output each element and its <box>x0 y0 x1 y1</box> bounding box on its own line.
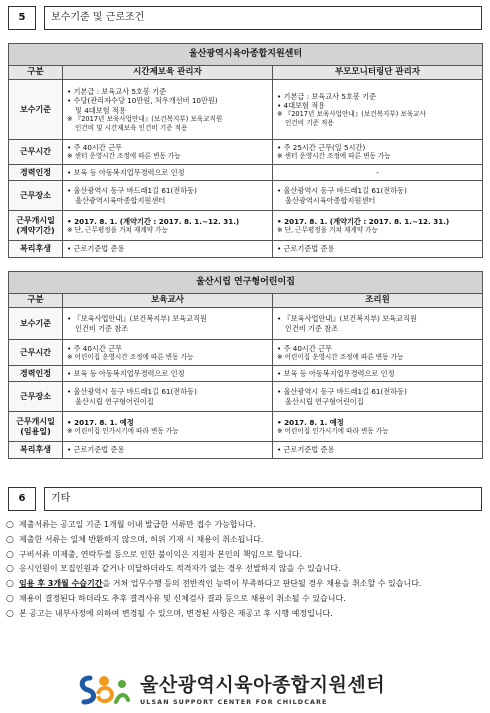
table-title: 울산광역시육아종합지원센터 <box>9 44 483 66</box>
cell-line: • 수당(관리자수당 10만원, 처우개선비 10만원) <box>67 96 218 106</box>
row-label-line: (계약기간) <box>16 225 55 235</box>
cell-line: • 『보육사업안내』(보건복지부) 보육교직원 <box>277 314 417 324</box>
section-title: 보수기준 및 근로조건 <box>44 6 482 30</box>
notes-list <box>6 520 486 624</box>
row-label <box>9 412 63 442</box>
table-cell <box>273 340 483 366</box>
table-cell <box>273 382 483 412</box>
cell-line: • 근로기준법 준용 <box>67 445 125 455</box>
cell-line: ※ 어린이집 운영시간 조정에 따른 변동 가능 <box>277 352 404 361</box>
note-body: 제출서류는 공고일 기준 1개월 이내 발급한 서류만 접수 가능합니다. <box>19 520 256 529</box>
row-label <box>9 165 63 181</box>
table-cell <box>63 165 273 181</box>
row-label-line: 근무시간 <box>20 147 51 156</box>
cell-line: • 4대보험 적용 <box>277 100 326 110</box>
note-text <box>19 564 486 575</box>
table-cell <box>63 80 273 140</box>
note-item <box>6 550 486 561</box>
footer-logo <box>76 671 446 709</box>
table-cell <box>273 366 483 382</box>
table-cell <box>63 366 273 382</box>
table-cell <box>273 80 483 140</box>
cell-line: ※ 단, 근무평정을 거쳐 재계약 가능 <box>277 225 378 234</box>
cell-line: - <box>376 167 379 177</box>
table-cell <box>63 211 273 241</box>
org-name-korean: 울산광역시육아종합지원센터 <box>140 673 386 696</box>
table-cell <box>273 442 483 459</box>
cell-line: • 보육 등 아동복지업무경력으로 인정 <box>277 368 395 378</box>
column-header: 구분 <box>9 66 63 80</box>
row-label <box>9 211 63 241</box>
cell-line: 울산광역시육아종합지원센터 <box>285 195 376 205</box>
cell-line: 울산시립 연구형어린이집 <box>285 396 364 406</box>
table-row <box>9 412 483 442</box>
table-title: 울산시립 연구형어린이집 <box>9 272 483 294</box>
table-header-row <box>9 294 483 308</box>
row-label <box>9 241 63 258</box>
bullet-circle-icon: ○ <box>6 534 14 545</box>
table-title-row <box>9 44 483 66</box>
cell-line: • 보육 등 아동복지업무경력으로 인정 <box>67 368 185 378</box>
cell-line: • 주 40시간 근무 <box>67 343 122 353</box>
section-number: 6 <box>8 487 36 511</box>
table-row <box>9 382 483 412</box>
note-text <box>19 594 486 605</box>
note-item <box>6 594 486 605</box>
cell-line: • 근로기준법 준용 <box>277 445 335 455</box>
table-cell <box>273 412 483 442</box>
table-cell <box>273 308 483 340</box>
cell-line: • 2017. 8. 1. 예정 <box>67 417 134 427</box>
cell-line: 인건비 및 시간제보육 인건비 기준 적용 <box>75 123 188 132</box>
table-cell <box>63 340 273 366</box>
table-row <box>9 211 483 241</box>
table-row <box>9 241 483 258</box>
note-body: 제출한 서류는 일체 반환하지 않으며, 허위 기재 시 채용이 취소됩니다. <box>19 534 264 544</box>
cell-line: ※ 『2017년 보육사업안내』(보건복지부) 보육교사 <box>277 110 426 119</box>
table-cell <box>63 241 273 258</box>
note-emphasis: 임용 후 3개월 수습기간 <box>19 579 103 589</box>
cell-line: • 보육 등 아동복지업무경력으로 인정 <box>67 167 185 177</box>
column-header: 부모모니터링단 관리자 <box>273 66 483 80</box>
table-cell <box>273 165 483 181</box>
note-item <box>6 609 486 620</box>
cell-line: ※ 어린이집 운영시간 조정에 따른 변동 가능 <box>67 352 194 361</box>
row-label-line: 경력인정 <box>20 167 51 177</box>
row-label <box>9 366 63 382</box>
note-item <box>6 564 486 575</box>
row-label <box>9 382 63 412</box>
row-label-line: 경력인정 <box>20 368 51 378</box>
note-body: 본 공고는 내부사정에 의하여 변경될 수 있으며, 변경된 사항은 재공고 후 시행 예정입니다. <box>19 608 333 618</box>
row-label-line: (임용일) <box>20 426 51 436</box>
cell-line: 및 4대보험 적용 <box>75 105 126 115</box>
note-body: 구비서류 미제출, 연락두절 등으로 인한 불이익은 지원자 본인의 책임으로 합니다. <box>19 549 302 559</box>
cell-line: • 주 40시간 근무 <box>67 143 122 153</box>
row-label <box>9 340 63 366</box>
row-label-line: 보수기준 <box>20 318 51 328</box>
table-cell <box>273 211 483 241</box>
cell-line: • 기본급 : 보육교사 5호봉 기준 <box>67 86 167 96</box>
row-label-line: 근무장소 <box>20 391 51 401</box>
org-name-english: ULSAN SUPPORT CENTER FOR CHILDCARE <box>140 698 328 707</box>
bullet-circle-icon: ○ <box>6 520 14 530</box>
section-title: 기타 <box>44 487 482 511</box>
table-cell <box>63 442 273 459</box>
cell-line: • 2017. 8. 1. 예정 <box>277 417 344 427</box>
note-text <box>19 550 486 561</box>
table-cell <box>63 181 273 211</box>
cell-line: • 근로기준법 준용 <box>67 244 125 254</box>
cell-line: 인건비 기준 참조 <box>285 323 339 333</box>
bullet-circle-icon: ○ <box>6 579 14 590</box>
section-6-header <box>8 487 482 511</box>
cell-line: ※ 어린이집 인가시기에 따라 변동 가능 <box>277 426 389 435</box>
column-header: 조리원 <box>273 294 483 308</box>
row-label-line: 복리후생 <box>20 445 51 454</box>
cell-line: • 울산광역시 동구 바드래1길 61(전하동) <box>277 387 407 397</box>
section-number: 5 <box>8 6 36 30</box>
cell-line: • 2017. 8. 1. (계약기간 : 2017. 8. 1.~12. 31.) <box>67 216 240 226</box>
table-cell <box>63 308 273 340</box>
cell-line: ※ 센터 운영시간 조정에 따른 변동 가능 <box>277 152 391 161</box>
table-row <box>9 442 483 459</box>
table-cell <box>273 241 483 258</box>
cell-line: • 울산광역시 동구 바드래1길 61(전하동) <box>67 387 197 397</box>
cell-line: 울산광역시육아종합지원센터 <box>75 195 166 205</box>
row-label <box>9 308 63 340</box>
cell-line: 울산시립 연구형어린이집 <box>75 396 154 406</box>
cell-line: • 주 40시간 근무 <box>277 343 332 353</box>
cell-line: • 울산광역시 동구 바드래1길 61(전하동) <box>277 186 407 196</box>
note-text <box>19 535 486 546</box>
table-row <box>9 366 483 382</box>
note-item <box>6 535 486 546</box>
row-label-line: 근무장소 <box>20 190 51 200</box>
row-label <box>9 442 63 459</box>
table-childcare-center <box>8 43 483 258</box>
note-body: 을 거쳐 업무수행 등의 전반적인 능력이 부족하다고 판단될 경우 채용을 취소할 수 있습니다. <box>102 579 422 589</box>
row-label-line: 복리후생 <box>20 244 51 253</box>
table-cell <box>273 140 483 165</box>
cell-line: ※ 단, 근무평정을 거쳐 재계약 가능 <box>67 225 168 234</box>
table-cell <box>63 412 273 442</box>
note-text <box>19 579 486 590</box>
row-label-line: 근무개시일 <box>16 416 55 426</box>
row-label <box>9 140 63 165</box>
cell-line: • 근로기준법 준용 <box>277 244 335 254</box>
table-header-row <box>9 66 483 80</box>
cell-line: • 기본급 : 보육교사 5호봉 기준 <box>277 91 377 101</box>
row-label-line: 근무개시일 <box>16 215 55 225</box>
table-cell <box>63 382 273 412</box>
table-row <box>9 308 483 340</box>
bullet-circle-icon: ○ <box>6 564 14 575</box>
note-item <box>6 579 486 590</box>
table-municipal-daycare <box>8 271 483 459</box>
bullet-circle-icon: ○ <box>6 608 14 619</box>
note-body: 채용이 결정된다 하더라도 추후 결격사유 및 신체검사 결과 등으로 채용이 취소될 수 있습니다. <box>19 593 346 603</box>
table-row <box>9 140 483 165</box>
row-label-line: 근무시간 <box>20 347 51 357</box>
cell-line: • 『보육사업안내』(보건복지부) 보육교직원 <box>67 314 207 324</box>
row-label <box>9 80 63 140</box>
note-text <box>19 520 486 531</box>
note-item <box>6 520 486 531</box>
ulsan-childcare-logo-icon <box>76 672 132 708</box>
column-header: 보육교사 <box>63 294 273 308</box>
cell-line: • 울산광역시 동구 바드래1길 61(전하동) <box>67 186 197 196</box>
cell-line: ※ 『2017년 보육사업안내』(보건복지부) 보육교직원 <box>67 114 223 123</box>
bullet-circle-icon: ○ <box>6 593 14 604</box>
table-cell <box>273 181 483 211</box>
table-row <box>9 340 483 366</box>
cell-line: 인건비 기준 참조 <box>75 323 129 333</box>
column-header: 시간제보육 관리자 <box>63 66 273 80</box>
note-body: 응시인원이 모집인원과 같거나 미달하더라도 적격자가 없는 경우 선발하지 않을 수 있습니다. <box>19 564 341 574</box>
cell-line: 인건비 기준 적용 <box>285 118 334 127</box>
cell-line: • 주 25시간 근무(일 5시간) <box>277 143 366 153</box>
row-label-line: 보수기준 <box>20 104 51 114</box>
cell-line: ※ 센터 운영시간 조정에 따른 변동 가능 <box>67 152 181 161</box>
column-header: 구분 <box>9 294 63 308</box>
section-5-header <box>8 6 482 30</box>
bullet-circle-icon: ○ <box>6 549 14 560</box>
note-text <box>19 609 486 620</box>
cell-line: • 2017. 8. 1. (계약기간 : 2017. 8. 1.~12. 31.) <box>277 216 450 226</box>
table-title-row <box>9 272 483 294</box>
table-row <box>9 181 483 211</box>
table-row <box>9 80 483 140</box>
row-label <box>9 181 63 211</box>
table-row <box>9 165 483 181</box>
table-cell <box>63 140 273 165</box>
cell-line: ※ 어린이집 인가시기에 따라 변동 가능 <box>67 426 179 435</box>
